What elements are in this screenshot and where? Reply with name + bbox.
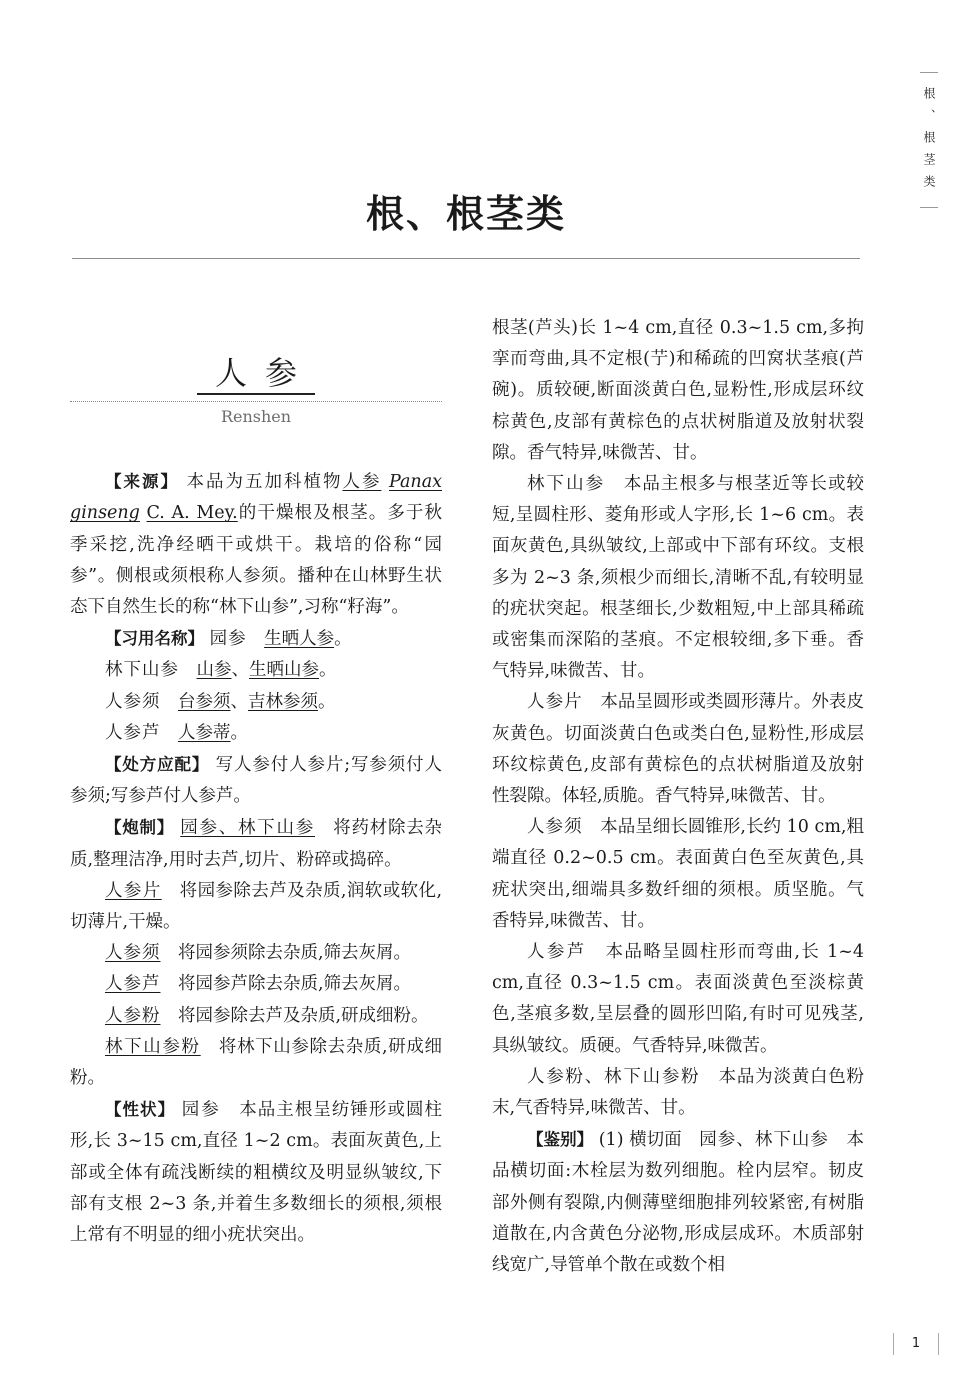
section-title: 根、根茎类: [365, 191, 566, 236]
identification-paragraph: 【鉴别】 (1) 横切面 园参、林下山参 本品横切面:木栓层为数列细胞。栓内层窄。韧皮部外侧有裂隙,内侧薄壁细胞排列较紧密,有树脂道散在,内含黄色分泌物,形成层成环。木质部射线宽广,导管单个散在或数个相: [492, 1130, 864, 1276]
names-line-2: 林下山参 山参、生晒山参。: [105, 660, 337, 681]
names-paragraph: 【习用名称】 园参 生晒人参。: [105, 629, 352, 650]
processing-paragraph: 【炮制】 园参、林下山参 将药材除去杂质,整理洁净,用时去芦,切片、粉碎或捣碎。: [70, 818, 443, 870]
entry-title: [70, 353, 442, 395]
prescription-paragraph: 【处方应配】 写人参付人参片;写参须付人参须;写参芦付人参芦。: [70, 755, 442, 807]
right-column: [492, 313, 864, 1281]
processing-rootlets: 人参须 将园参须除去杂质,筛去灰屑。: [105, 943, 412, 964]
rhizome-head-description: 人参芦 本品略呈圆柱形而弯曲,长 1~4 cm,直径 0.3~1.5 cm。表面淡黄色至淡棕黄色,茎痕多数,呈层叠的圆形凹陷,有时可见残茎,具纵皱纹。质硬。气香特异,味微苦。: [492, 942, 865, 1056]
names-label: 【习用名称】: [105, 629, 204, 649]
identification-label: 【鉴别】: [527, 1130, 594, 1150]
processing-rhizome-head: 人参芦 将园参芦除去杂质,筛去灰屑。: [105, 974, 412, 995]
source-plant: 人参: [342, 472, 382, 493]
rhizome-description: 根茎(芦头)长 1~4 cm,直径 0.3~1.5 cm,多拘挛而弯曲,具不定根(艼)和稀疏的凹窝状茎痕(芦碗)。质较硬,断面淡黄白色,显粉性,形成层环纹棕黄色,皮部有黄棕色的点状树脂道及放射状裂隙。香气特异,味微苦、甘。: [492, 318, 864, 463]
entry-dotted-rule: [70, 401, 442, 402]
source-latin: Panax ginseng: [70, 472, 442, 524]
processing-slices: 人参片 将园参除去芦及杂质,润软或软化,切薄片,干燥。: [70, 880, 443, 933]
names-line-3: 人参须 台参须、吉林参须。: [105, 691, 336, 712]
processing-powder: 人参粉 将园参除去芦及杂质,研成细粉。: [105, 1005, 429, 1026]
names-line-4: 人参芦 人参蒂。: [105, 722, 248, 743]
rootlets-description: 人参须 本品呈细长圆锥形,长约 10 cm,粗端直径 0.2~0.5 cm。表面黄白色至灰黄色,具疣状突出,细端具多数纤细的须根。质坚脆。气香特异,味微苦、甘。: [492, 817, 865, 931]
left-column: [70, 313, 442, 1251]
entry-pinyin: Renshen: [220, 407, 292, 427]
entry-title-chinese: 人参: [197, 353, 315, 395]
source-author: C. A. Mey.: [146, 503, 238, 524]
powder-description: 人参粉、林下山参粉 本品为淡黄白色粉末,气香特异,味微苦、甘。: [492, 1066, 865, 1119]
section-title-rule: [72, 258, 860, 259]
source-paragraph: 【来源】 本品为五加科植物人参 Panax ginseng C. A. Mey.的干燥根及根茎。多于秋季采挖,洗净经晒干或烘干。栽培的俗称“园参”。侧根或须根称人参须。播种在山林野生状态下自然生长的称“林下山参”,习称“籽海”。: [70, 472, 442, 618]
side-tab-label: 根、根茎类: [922, 87, 936, 197]
page-number: 1: [893, 1333, 939, 1355]
slices-description: 人参片 本品呈圆形或类圆形薄片。外表皮灰黄色。切面淡黄白色或类白色,显粉性,形成层环纹棕黄色,皮部有黄棕色的点状树脂道及放射性裂隙。体轻,质脆。香气特异,味微苦、甘。: [492, 692, 865, 807]
source-label: 【来源】: [105, 472, 179, 492]
characteristics-paragraph: 【性状】 园参 本品主根呈纺锤形或圆柱形,长 3~15 cm,直径 1~2 cm。表面灰黄色,上部或全体有疏浅断续的粗横纹及明显纵皱纹,下部有支根 2~3 条,并着生多数细长的须根,须根上常有不明显的细小疣状突出。: [70, 1100, 442, 1246]
processing-wild-powder: 林下山参粉 将林下山参除去杂质,研成细粉。: [70, 1036, 443, 1089]
prescription-label: 【处方应配】: [105, 755, 210, 775]
characteristics-label: 【性状】: [105, 1100, 176, 1120]
processing-label: 【炮制】: [105, 818, 174, 838]
wild-ginseng-description: 林下山参 本品主根多与根茎近等长或较短,呈圆柱形、菱角形或人字形,长 1~6 cm。表面灰黄色,具纵皱纹,上部或中下部有环纹。支根多为 2~3 条,须根少而细长,清晰不乱,有较明显的疣状突起。根茎细长,少数粗短,中上部具稀疏或密集而深陷的茎痕。不定根较细,多下垂。香气特异,味微苦、甘。: [492, 474, 865, 682]
